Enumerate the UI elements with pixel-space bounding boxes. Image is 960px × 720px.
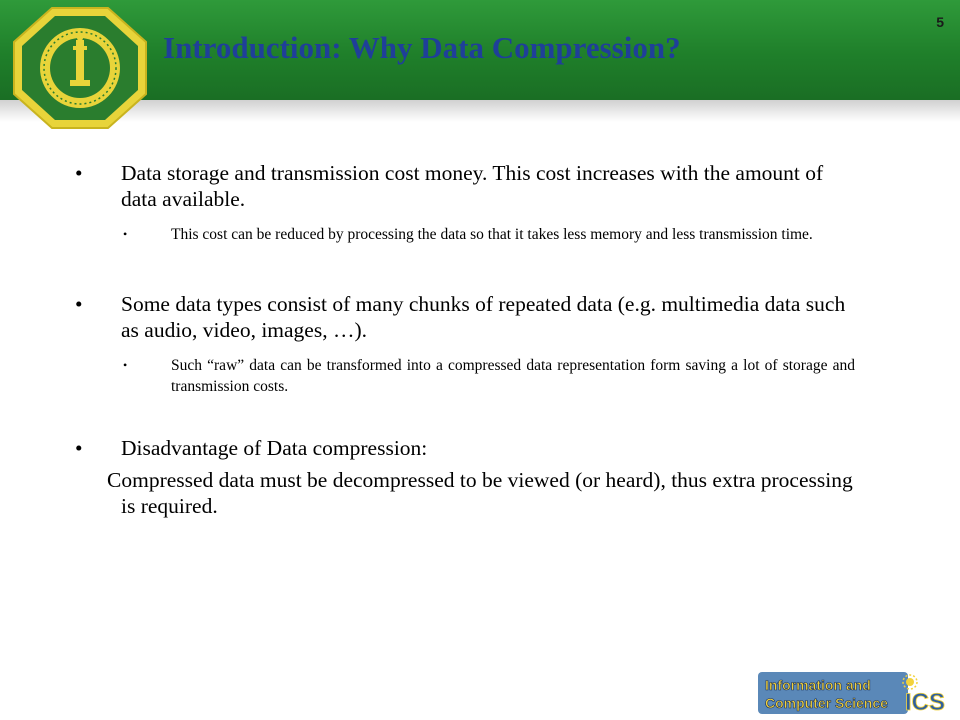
sub-bullet-dot: • (123, 227, 128, 241)
sub-bullet-item (75, 224, 855, 245)
page-number: 5 (936, 14, 944, 30)
university-seal-icon (12, 6, 148, 130)
bullet-dot: • (75, 436, 83, 460)
slide-content (75, 160, 855, 519)
brand-line2: Computer Science (765, 695, 888, 711)
bullet-text: Disadvantage of Data compression: (121, 436, 428, 460)
slide-title: Introduction: Why Data Compression? (163, 30, 681, 65)
bullet-dot: • (75, 161, 83, 185)
sub-bullet-text: Such “raw” data can be transformed into a compressed data representation form saving a lot of storage and transmission costs. (171, 357, 855, 395)
brand-mark: ICS (905, 689, 946, 716)
ics-logo-icon (758, 670, 954, 716)
sub-bullet-dot: • (123, 358, 128, 372)
bullet-note: Compressed data must be decompressed to be viewed (or heard), thus extra processing is required. (107, 468, 853, 518)
brand-line1: Information and (765, 677, 871, 693)
bullet-item (75, 435, 855, 461)
bullet-item (75, 291, 855, 343)
bullet-text: Data storage and transmission cost money. This cost increases with the amount of data available. (121, 161, 824, 211)
bullet-item (75, 160, 855, 212)
bullet-text: Some data types consist of many chunks of repeated data (e.g. multimedia data such as audio, video, images, …). (121, 292, 846, 342)
sub-bullet-item (75, 355, 855, 397)
bullet-dot: • (75, 292, 83, 316)
sub-bullet-text: This cost can be reduced by processing the data so that it takes less memory and less transmission time. (171, 226, 813, 243)
